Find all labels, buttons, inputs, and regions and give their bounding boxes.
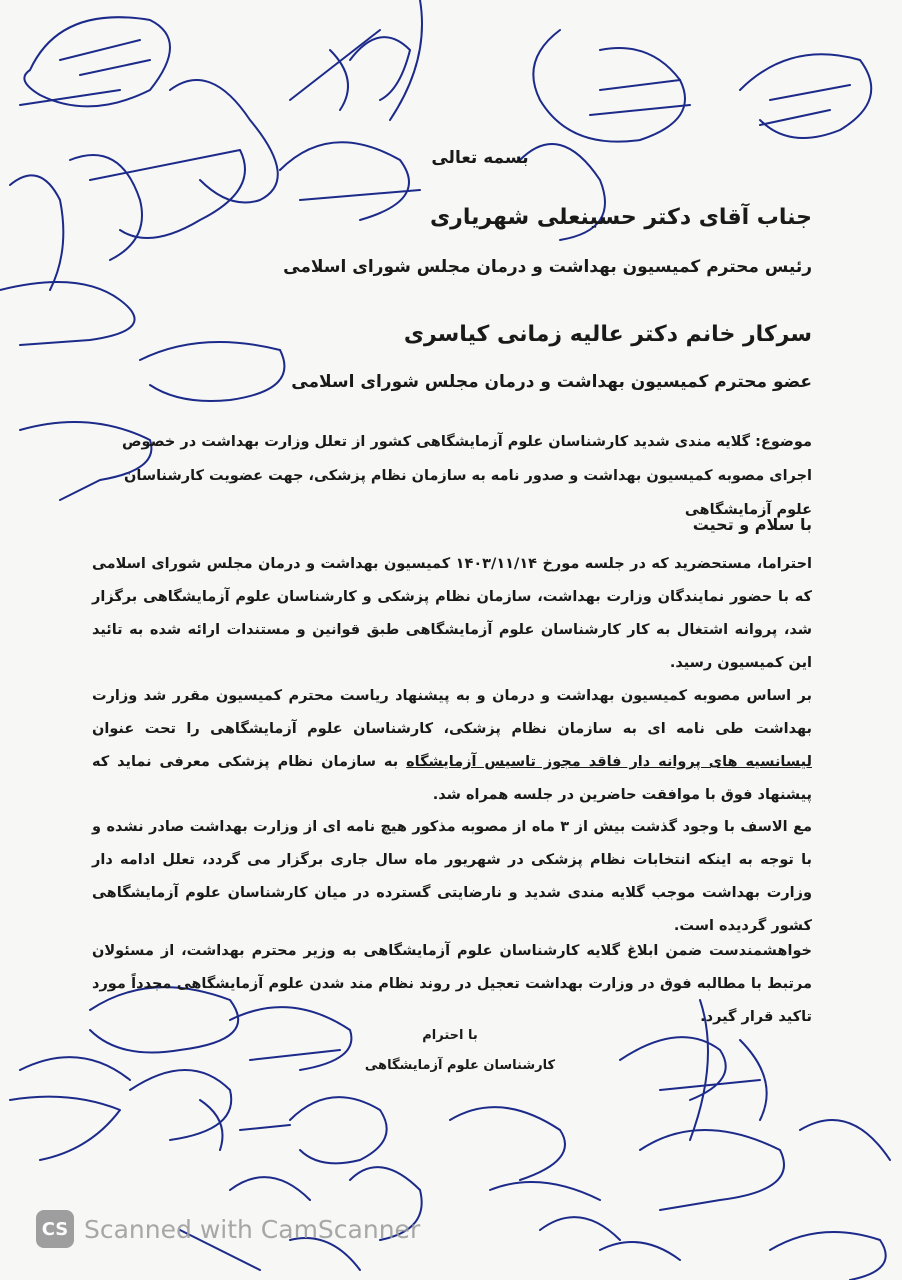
signatory: کارشناسان علوم آزمایشگاهی (364, 1058, 556, 1073)
paragraph-2-after: به سازمان نظام پزشکی معرفی نماید که پیشنهاد فوق با موافقت حاضرین در جلسه همراه شد. (92, 754, 812, 803)
paragraph-4: خواهشمندست ضمن ابلاغ گلایه کارشناسان علوم آزمایشگاهی به وزیر محترم بهداشت، از مسئولان مرتبط با مطالبه فوق در وزارت بهداشت تعجیل در روند نظام مند شدن علوم آزمایشگاهی مجدداً مورد تاکید قرار گیرد. (92, 943, 812, 1025)
paragraph-1: احتراما، مستحضرید که در جلسه مورخ ۱۴۰۳/۱۱/۱۴ کمیسیون بهداشت و درمان مجلس شورای اسلامی که با حضور نمایندگان وزارت بهداشت، سازمان نظام پزشکی و کارشناسان علوم آزمایشگاهی برگزار شد، پروانه اشتغال به کار کارشناسان علوم آزمایشگاهی طبق قوانین و مستندات ارائه شده به تائید این کمیسیون رسید. (92, 556, 813, 671)
signature-bottom-13 (770, 1232, 886, 1280)
greeting: با سلام و تحیت (692, 515, 812, 534)
addressee-2-name: سرکار خانم دکتر عالیه زمانی کیاسری (403, 322, 812, 347)
signature-top-left-5 (0, 282, 135, 345)
signature-bottom-4 (130, 1070, 231, 1140)
addressee-2-title: عضو محترم کمیسیون بهداشت و درمان مجلس شورای اسلامی (291, 372, 812, 392)
camscanner-logo-icon: CS (36, 1210, 74, 1248)
signature-top-right-2 (760, 85, 850, 125)
signature-top-left-1 (24, 17, 170, 106)
watermark-text: Scanned with CamScanner (84, 1214, 421, 1244)
paragraph-2-before: بر اساس مصوبه کمیسیون بهداشت و درمان و به پیشنهاد ریاست محترم کمیسیون مقرر شد وزارت بهداشت طی نامه ای به سازمان نظام پزشکی، کارشناسان علوم آزمایشگاهی را تحت عنوان (92, 688, 812, 737)
signature-top-center-1 (290, 30, 380, 110)
signature-bottom-6 (290, 1097, 387, 1163)
signature-bottom-5 (200, 1100, 290, 1150)
signature-top-left-4 (90, 150, 245, 238)
signature-top-center-5 (590, 80, 690, 115)
signature-top-right-1 (740, 54, 871, 138)
signature-top-left-3 (10, 155, 142, 290)
signature-top-center-4 (533, 30, 685, 142)
addressee-1-name: جناب آقای دکتر حسینعلی شهریاری (429, 205, 812, 230)
signature-bottom-10 (640, 1130, 784, 1210)
subject-line: موضوع: گلایه مندی شدید کارشناسان علوم آزمایشگاهی کشور از تعلل وزارت بهداشت در خصوص اجرای مصوبه کمیسیون بهداشت و صدور نامه به سازمان نظام پزشکی، جهت عضویت کارشناسان علوم آزمایشگاهی (122, 434, 812, 518)
paragraph-3: مع الاسف با وجود گذشت بیش از ۳ ماه از مصوبه مذکور هیچ نامه ای از وزارت بهداشت صادر نشده و با توجه به اینکه انتخابات نظام پزشکی در شهریور ماه سال جاری برگزار می گردد، تعلل ادامه دار وزارت بهداشت موجب گلایه مندی شدید و نارضایتی گسترده در میان کارشناسان علوم آزمایشگاهی کشور گردیده است. (92, 819, 812, 934)
signature-top-left-6 (170, 80, 278, 203)
basmala: بسمه تعالی (431, 148, 529, 168)
closing: با احترام (422, 1028, 478, 1043)
signature-bottom-14 (800, 1120, 890, 1160)
paragraph-2 (92, 680, 812, 812)
signature-bottom-3 (10, 1057, 130, 1160)
addressee-1-title: رئیس محترم کمیسیون بهداشت و درمان مجلس شورای اسلامی (283, 257, 812, 277)
paragraph-2-underlined: لیسانسیه های پروانه دار فاقد مجوز تاسیس آزمایشگاه (406, 754, 812, 770)
signature-bottom-12 (540, 1217, 680, 1260)
signature-bottom-9 (620, 1037, 760, 1100)
signature-bottom-8 (450, 1107, 600, 1200)
camscanner-watermark (36, 1208, 420, 1250)
signature-top-left-2 (20, 40, 150, 105)
signature-top-center-2 (350, 0, 422, 120)
